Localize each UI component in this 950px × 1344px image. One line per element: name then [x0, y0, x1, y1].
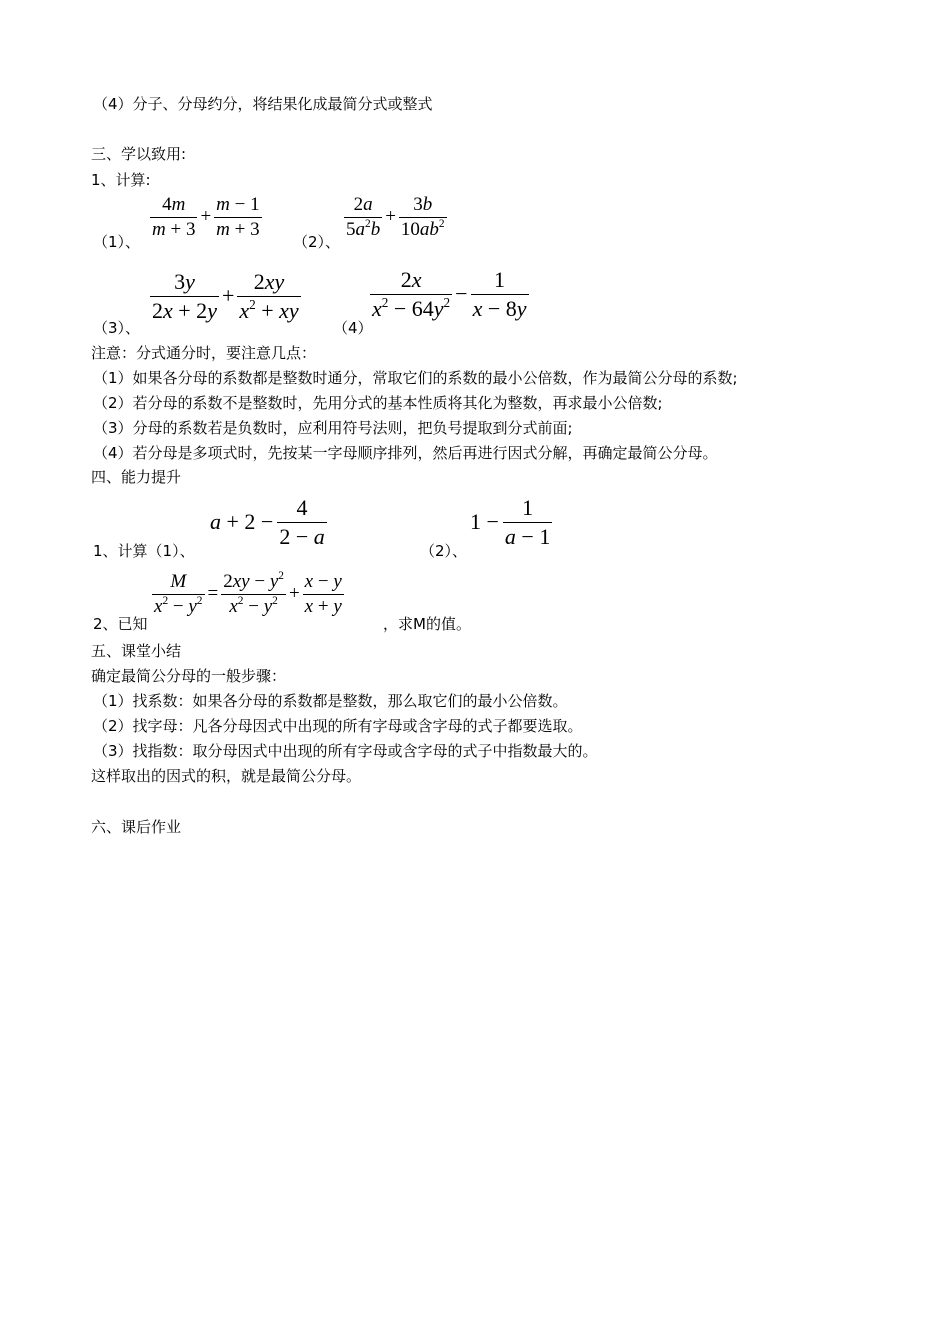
fraction: $\frac{2xy}{x^2 + xy}$	[239, 269, 299, 323]
section-4-q1-item2-label: （2）、	[420, 542, 468, 560]
summary-item-2: （2）找字母：凡各分母因式中出现的所有字母或含字母的式子都要选取。	[93, 717, 583, 735]
fraction: $\frac{2x}{x^2 - 64y^2}$	[372, 267, 451, 321]
fraction: $\frac{2a}{5a^2b}$	[346, 194, 381, 240]
step-4-text: （4）分子、分母约分，将结果化成最简分式或整式	[93, 95, 433, 113]
summary-conclusion: 这样取出的因式的积，就是最简公分母。	[91, 767, 362, 785]
section-4-title: 四、能力提升	[91, 468, 182, 486]
section-5-intro: 确定最简公分母的一般步骤：	[91, 667, 287, 685]
expr-7: $\frac{M}{x^2 - y^2}$ = $\frac{2xy - y^2}{x^2 - y^2}$ + $\frac{x - y}{x + y}$	[154, 570, 342, 617]
expr-6: 1 − $\frac{1}{a - 1}$	[470, 495, 551, 549]
fraction: $\frac{4}{2 - a}$	[279, 495, 325, 549]
section-4-q1-label: 1、计算（1）、	[93, 542, 195, 560]
section-5-title: 五、课堂小结	[91, 642, 182, 660]
fraction: $\frac{4m}{m + 3}$	[152, 194, 196, 240]
expr-1: $\frac{4m}{m + 3}$ + $\frac{m - 1}{m + 3}$	[152, 194, 260, 240]
note-item-1: （1）如果各分母的系数都是整数时通分，常取它们的系数的最小公倍数，作为最简公分母的系数;	[93, 369, 738, 387]
item-4-label: （4）	[333, 319, 373, 337]
expr-3: $\frac{3y}{2x + 2y}$ + $\frac{2xy}{x^2 + xy}$	[152, 269, 299, 323]
fraction: $\frac{3y}{2x + 2y}$	[152, 269, 217, 323]
fraction: $\frac{1}{a - 1}$	[504, 495, 551, 549]
expr-2: $\frac{2a}{5a^2b}$ + $\frac{3b}{10ab^2}$	[346, 194, 445, 240]
section-3-title: 三、学以致用:	[91, 145, 187, 163]
question-1-label: 1、计算:	[91, 171, 151, 189]
item-1-label: （1）、	[93, 233, 141, 251]
note-item-4: （4）若分母是多项式时，先按某一字母顺序排列，然后再进行因式分解，再确定最简公分母。	[93, 444, 718, 462]
note-item-3: （3）分母的系数若是负数时，应利用符号法则，把负号提取到分式前面;	[93, 419, 573, 437]
summary-item-1: （1）找系数：如果各分母的系数都是整数，那么取它们的最小公倍数。	[93, 692, 568, 710]
expr-4: $\frac{2x}{x^2 - 64y^2}$ − $\frac{1}{x - 8y}$	[372, 267, 527, 321]
section-6-title: 六、课后作业	[91, 818, 182, 836]
expr-5: a + 2 − $\frac{4}{2 - a}$	[210, 495, 325, 549]
item-3-label: （3）、	[93, 319, 141, 337]
section-4-q2-label: 2、已知	[93, 615, 148, 633]
notes-title: 注意：分式通分时，要注意几点：	[91, 344, 317, 362]
item-2-label: （2）、	[293, 233, 341, 251]
fraction: $\frac{m - 1}{m + 3}$	[216, 194, 260, 240]
fraction: $\frac{2xy - y^2}{x^2 - y^2}$	[223, 570, 284, 617]
fraction: $\frac{x - y}{x + y}$	[304, 571, 342, 617]
note-item-2: （2）若分母的系数不是整数时，先用分式的基本性质将其化为整数，再求最小公倍数;	[93, 394, 663, 412]
fraction: $\frac{M}{x^2 - y^2}$	[154, 571, 203, 617]
fraction: $\frac{3b}{10ab^2}$	[400, 194, 445, 240]
fraction: $\frac{1}{x - 8y}$	[472, 267, 527, 321]
summary-item-3: （3）找指数：取分母因式中出现的所有字母或含字母的式子中指数最大的。	[93, 742, 598, 760]
section-4-q2-suffix: ，求M的值。	[383, 615, 471, 633]
